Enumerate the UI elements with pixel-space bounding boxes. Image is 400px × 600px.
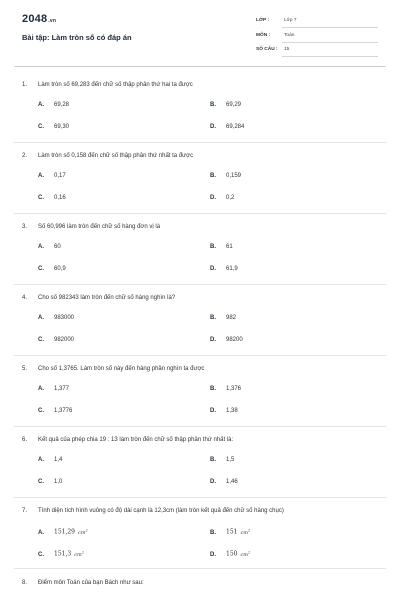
option-text: 1,5 — [226, 457, 235, 463]
option-unit-text: cm — [78, 529, 86, 536]
option-text: 69,28 — [54, 102, 70, 108]
answer-option-b[interactable] — [210, 457, 234, 463]
option-unit — [240, 530, 250, 536]
option-letter: D. — [210, 408, 216, 414]
question-number: 8. — [22, 580, 28, 586]
answer-option-b[interactable] — [210, 386, 241, 392]
answer-option-c[interactable] — [38, 195, 66, 201]
option-letter: D. — [210, 479, 216, 485]
logo-suffix: .vn — [48, 18, 57, 24]
option-unit-text: cm — [240, 529, 248, 536]
answer-option-b[interactable] — [210, 102, 241, 108]
option-letter: D. — [210, 266, 216, 272]
question-number: 6. — [22, 437, 28, 443]
option-text: 151 — [226, 528, 238, 536]
option-letter: B. — [210, 386, 216, 392]
question-text: Số 60,996 làm tròn đến chữ số hàng đơn vị là — [38, 224, 161, 230]
option-text: 0,159 — [226, 173, 242, 179]
answer-option-c[interactable] — [38, 266, 66, 272]
meta-grade-value: Lớp 7 — [284, 18, 297, 23]
answer-option-c[interactable] — [38, 479, 62, 485]
option-text: 1,376 — [226, 386, 242, 392]
option-text: 0,17 — [54, 173, 66, 179]
option-letter: B. — [210, 315, 216, 321]
question-number: 4. — [22, 295, 28, 301]
answer-option-a[interactable] — [38, 457, 62, 463]
meta-count-line — [282, 56, 378, 57]
meta-subject-key: MÔN : — [256, 33, 271, 38]
answer-option-c[interactable] — [38, 124, 69, 130]
option-letter: C. — [38, 195, 44, 201]
option-text: 60,9 — [54, 266, 66, 272]
answer-option-d[interactable] — [210, 195, 234, 201]
question-divider — [14, 426, 386, 427]
option-text: 1,46 — [226, 479, 238, 485]
option-letter: B. — [210, 173, 216, 179]
question-divider — [14, 497, 386, 498]
answer-option-d[interactable] — [210, 479, 238, 485]
question-number: 7. — [22, 508, 28, 514]
meta-grade-key: LỚP : — [256, 18, 270, 23]
option-letter: A. — [38, 457, 44, 463]
meta-subject — [256, 31, 378, 43]
answer-option-b[interactable] — [210, 173, 241, 179]
option-letter: D. — [210, 337, 216, 343]
meta-count-key: SỐ CÂU : — [256, 47, 278, 52]
question-number: 3. — [22, 224, 28, 230]
option-text: 982000 — [54, 337, 75, 343]
option-text: 1,0 — [54, 479, 63, 485]
option-text: 69,29 — [226, 102, 242, 108]
option-text: 1,3776 — [54, 408, 73, 414]
option-letter: B. — [210, 457, 216, 463]
option-unit-exponent: 2 — [81, 550, 84, 554]
question-divider — [14, 142, 386, 143]
option-letter: C. — [38, 266, 44, 272]
option-text: 98200 — [226, 337, 243, 343]
option-text: 151,29 — [54, 528, 75, 536]
question-text: Tính diện tích hình vuông có độ dài cạnh là 12,3cm (làm tròn kết quả đến chữ số hàng chục) — [38, 508, 284, 514]
option-text: 1,377 — [54, 386, 70, 392]
answer-option-b[interactable] — [210, 244, 233, 250]
option-letter: A. — [38, 315, 44, 321]
worksheet-title: Bài tập: Làm tròn số có đáp án — [22, 33, 132, 42]
answer-option-a[interactable] — [38, 386, 69, 392]
option-letter: C. — [38, 124, 44, 130]
option-unit-exponent: 2 — [248, 550, 251, 554]
option-letter: C. — [38, 408, 44, 414]
answer-option-c[interactable] — [38, 408, 72, 414]
option-letter: B. — [210, 244, 216, 250]
option-letter: A. — [38, 529, 44, 536]
meta-grade-line — [282, 27, 378, 28]
option-letter: C. — [38, 337, 44, 343]
question-divider — [14, 213, 386, 214]
option-unit — [74, 552, 84, 558]
meta-grade — [256, 16, 378, 28]
answer-option-c[interactable] — [38, 337, 74, 343]
answer-option-d[interactable] — [210, 550, 250, 558]
option-letter: A. — [38, 244, 44, 250]
option-unit-text: cm — [74, 551, 82, 558]
answer-option-d[interactable] — [210, 124, 244, 130]
answer-option-a[interactable] — [38, 244, 61, 250]
answer-option-a[interactable] — [38, 528, 88, 536]
option-text: 151,3 — [54, 550, 72, 558]
meta-subject-value: Toán — [284, 33, 295, 38]
option-letter: B. — [210, 529, 216, 536]
answer-option-d[interactable] — [210, 266, 238, 272]
header-divider — [14, 66, 386, 67]
option-unit — [240, 552, 250, 558]
question-divider — [14, 568, 386, 569]
option-text: 69,284 — [226, 124, 245, 130]
option-text: 150 — [226, 550, 238, 558]
option-text: 1,38 — [226, 408, 238, 414]
logo-main: 2048 — [22, 13, 48, 25]
question-text: Làm tròn số 0,158 đến chữ số thập phân thứ nhất ta được — [38, 153, 194, 159]
meta-count — [256, 45, 378, 57]
answer-option-a[interactable] — [38, 173, 66, 179]
question-number: 1. — [22, 82, 28, 88]
option-text: 982 — [226, 315, 237, 321]
question-text: Điểm môn Toán của bạn Bách như sau: — [38, 580, 144, 586]
option-letter: A. — [38, 173, 44, 179]
question-divider — [14, 355, 386, 356]
option-text: 0,2 — [226, 195, 235, 201]
option-text: 60 — [54, 244, 61, 250]
meta-count-value: 15 — [284, 47, 290, 52]
option-unit-exponent: 2 — [85, 528, 88, 532]
answer-option-b[interactable] — [210, 528, 250, 536]
answer-option-c[interactable] — [38, 550, 84, 558]
question-number: 5. — [22, 366, 28, 372]
option-letter: C. — [38, 479, 44, 485]
option-text: 1,4 — [54, 457, 63, 463]
option-letter: D. — [210, 195, 216, 201]
option-letter: A. — [38, 102, 44, 108]
answer-option-b[interactable] — [210, 315, 236, 321]
option-unit — [78, 530, 88, 536]
answer-option-a[interactable] — [38, 102, 69, 108]
question-text: Cho số 982343 làm tròn đến chữ số hàng nghìn là? — [38, 295, 176, 301]
option-text: 983000 — [54, 315, 75, 321]
site-logo — [22, 13, 56, 25]
question-number: 2. — [22, 153, 28, 159]
meta-subject-line — [282, 42, 378, 43]
question-text: Kết quả của phép chia 19 : 13 làm tròn đến chữ số thập phân thứ nhất là: — [38, 437, 234, 443]
option-text: 69,30 — [54, 124, 70, 130]
option-text: 61,9 — [226, 266, 238, 272]
option-letter: D. — [210, 551, 216, 558]
question-text: Làm tròn số 69,283 đến chữ số thập phân thứ hai ta được — [38, 82, 193, 88]
option-letter: B. — [210, 102, 216, 108]
question-text: Cho số 1,3765. Làm tròn số này đến hàng phần nghìn ta được — [38, 366, 205, 372]
answer-option-d[interactable] — [210, 337, 243, 343]
option-text: 61 — [226, 244, 233, 250]
option-unit-exponent: 2 — [248, 528, 251, 532]
option-text: 0,16 — [54, 195, 66, 201]
answer-option-d[interactable] — [210, 408, 238, 414]
answer-option-a[interactable] — [38, 315, 74, 321]
option-letter: A. — [38, 386, 44, 392]
question-divider — [14, 284, 386, 285]
option-letter: C. — [38, 551, 44, 558]
option-letter: D. — [210, 124, 216, 130]
worksheet-header — [0, 0, 400, 70]
option-unit-text: cm — [240, 551, 248, 558]
